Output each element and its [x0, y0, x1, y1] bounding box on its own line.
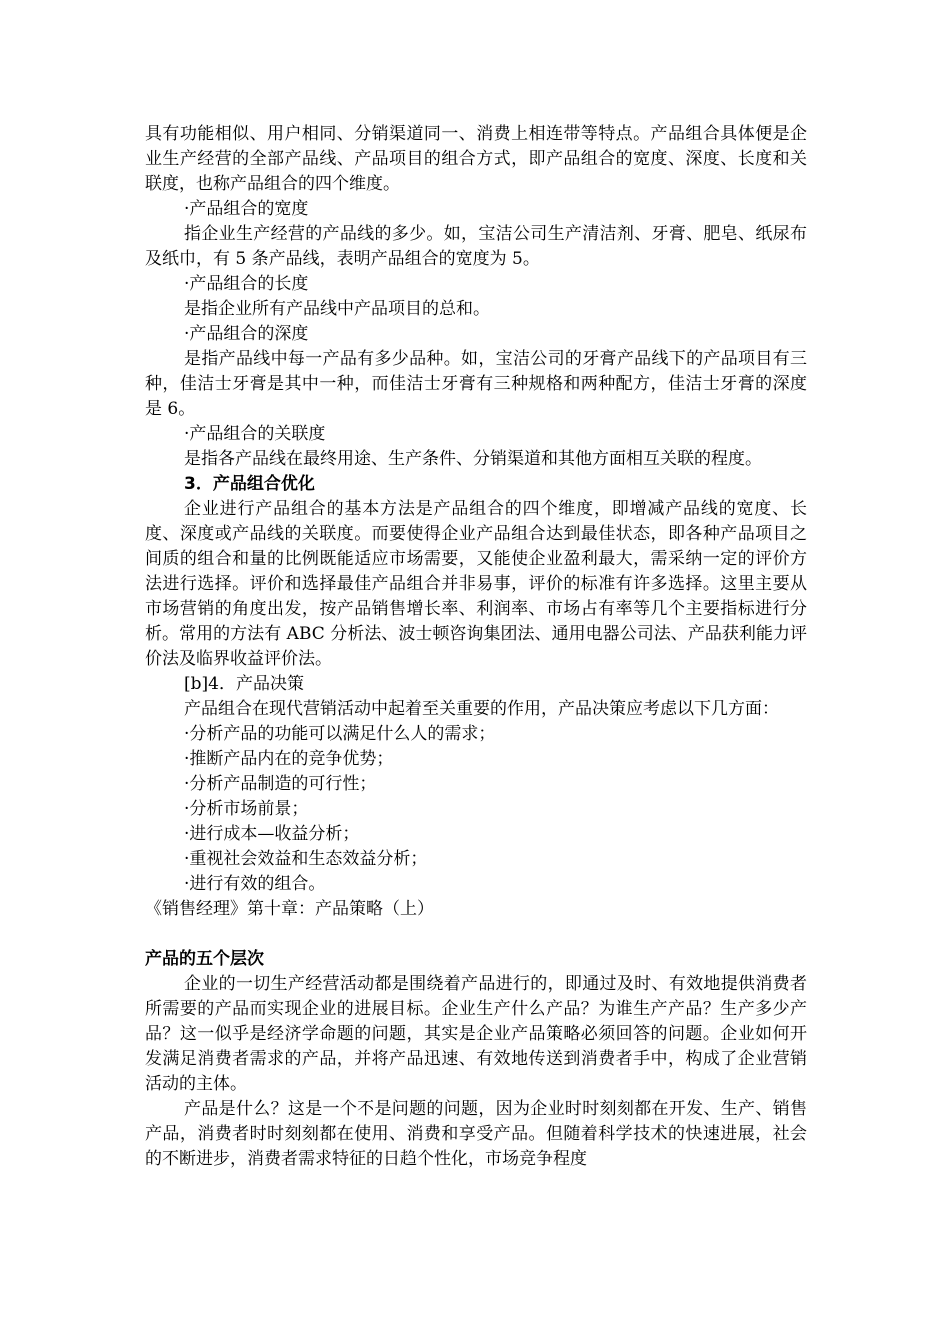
paragraph-length: 是指企业所有产品线中产品项目的总和。 — [184, 299, 490, 319]
heading-length: ·产品组合的长度 — [184, 274, 309, 294]
paragraph-section2-1: 企业的一切生产经营活动都是围绕着产品进行的，即通过及时、有效地提供消费者所需要的产品而实现企业的进展目标。企业生产什么产品？为谁生产产品？生产多少产品？这一似乎是经济学命题的问题，其实是企业产品策略必须回答的问题。企业如何开发满足消费者需求的产品，并将产品迅速、有效地传送到消费者手中，构成了企业营销活动的主体。 — [145, 974, 807, 1094]
paragraph-decision: 产品组合在现代营销活动中起着至关重要的作用，产品决策应考虑以下几方面： — [184, 699, 779, 719]
paragraph-optimization: 企业进行产品组合的基本方法是产品组合的四个维度，即增减产品线的宽度、长度、深度或产品线的关联度。而要使得企业产品组合达到最佳状态，即各种产品项目之间质的组合和量的比例既能适应市场需要，又能使企业盈利最大，需采纳一定的评价方法进行选择。评价和选择最佳产品组合并非易事，评价的标准有许多选择。这里主要从市场营销的角度出发，按产品销售增长率、利润率、市场占有率等几个主要指标进行分析。常用的方法有 ABC 分析法、波士顿咨询集团法、通用电器公司法、产品获利能力评价法及临界收益评价法。 — [145, 499, 807, 669]
list-item: ·进行有效的组合。 — [184, 874, 326, 894]
list-item: ·进行成本—收益分析； — [184, 824, 360, 844]
paragraph-section2-2: 产品是什么？这是一个不是问题的问题，因为企业时时刻刻都在开发、生产、销售产品，消费者时时刻刻都在使用、消费和享受产品。但随着科学技术的快速进展，社会的不断进步，消费者需求特征的日趋个性化，市场竞争程度 — [145, 1099, 807, 1169]
heading-depth: ·产品组合的深度 — [184, 324, 309, 344]
list-item: ·分析市场前景； — [184, 799, 309, 819]
paragraph-depth: 是指产品线中每一产品有多少品种。如，宝洁公司的牙膏产品线下的产品项目有三种，佳洁士牙膏是其中一种，而佳洁士牙膏有三种规格和两种配方，佳洁士牙膏的深度是 6。 — [145, 349, 807, 419]
list-item: ·分析产品制造的可行性； — [184, 774, 377, 794]
heading-width: ·产品组合的宽度 — [184, 199, 309, 219]
heading-optimization: 3．产品组合优化 — [184, 474, 315, 494]
paragraph-relevance: 是指各产品线在最终用途、生产条件、分销渠道和其他方面相互关联的程度。 — [184, 449, 762, 469]
chapter-title: 《销售经理》第十章：产品策略（上） — [145, 899, 434, 919]
list-item: ·推断产品内在的竞争优势； — [184, 749, 394, 769]
heading-decision: [b]4．产品决策 — [184, 674, 304, 694]
heading-relevance: ·产品组合的关联度 — [184, 424, 326, 444]
list-item: ·重视社会效益和生态效益分析； — [184, 849, 428, 869]
section-title: 产品的五个层次 — [145, 949, 264, 969]
document-page — [145, 122, 807, 1172]
paragraph-intro: 具有功能相似、用户相同、分销渠道同一、消费上相连带等特点。产品组合具体便是企业生产经营的全部产品线、产品项目的组合方式，即产品组合的宽度、深度、长度和关联度，也称产品组合的四个维度。 — [145, 124, 807, 194]
list-item: ·分析产品的功能可以满足什么人的需求； — [184, 724, 496, 744]
paragraph-width: 指企业生产经营的产品线的多少。如，宝洁公司生产清洁剂、牙膏、肥皂、纸尿布及纸巾，有 5 条产品线，表明产品组合的宽度为 5。 — [145, 224, 807, 269]
